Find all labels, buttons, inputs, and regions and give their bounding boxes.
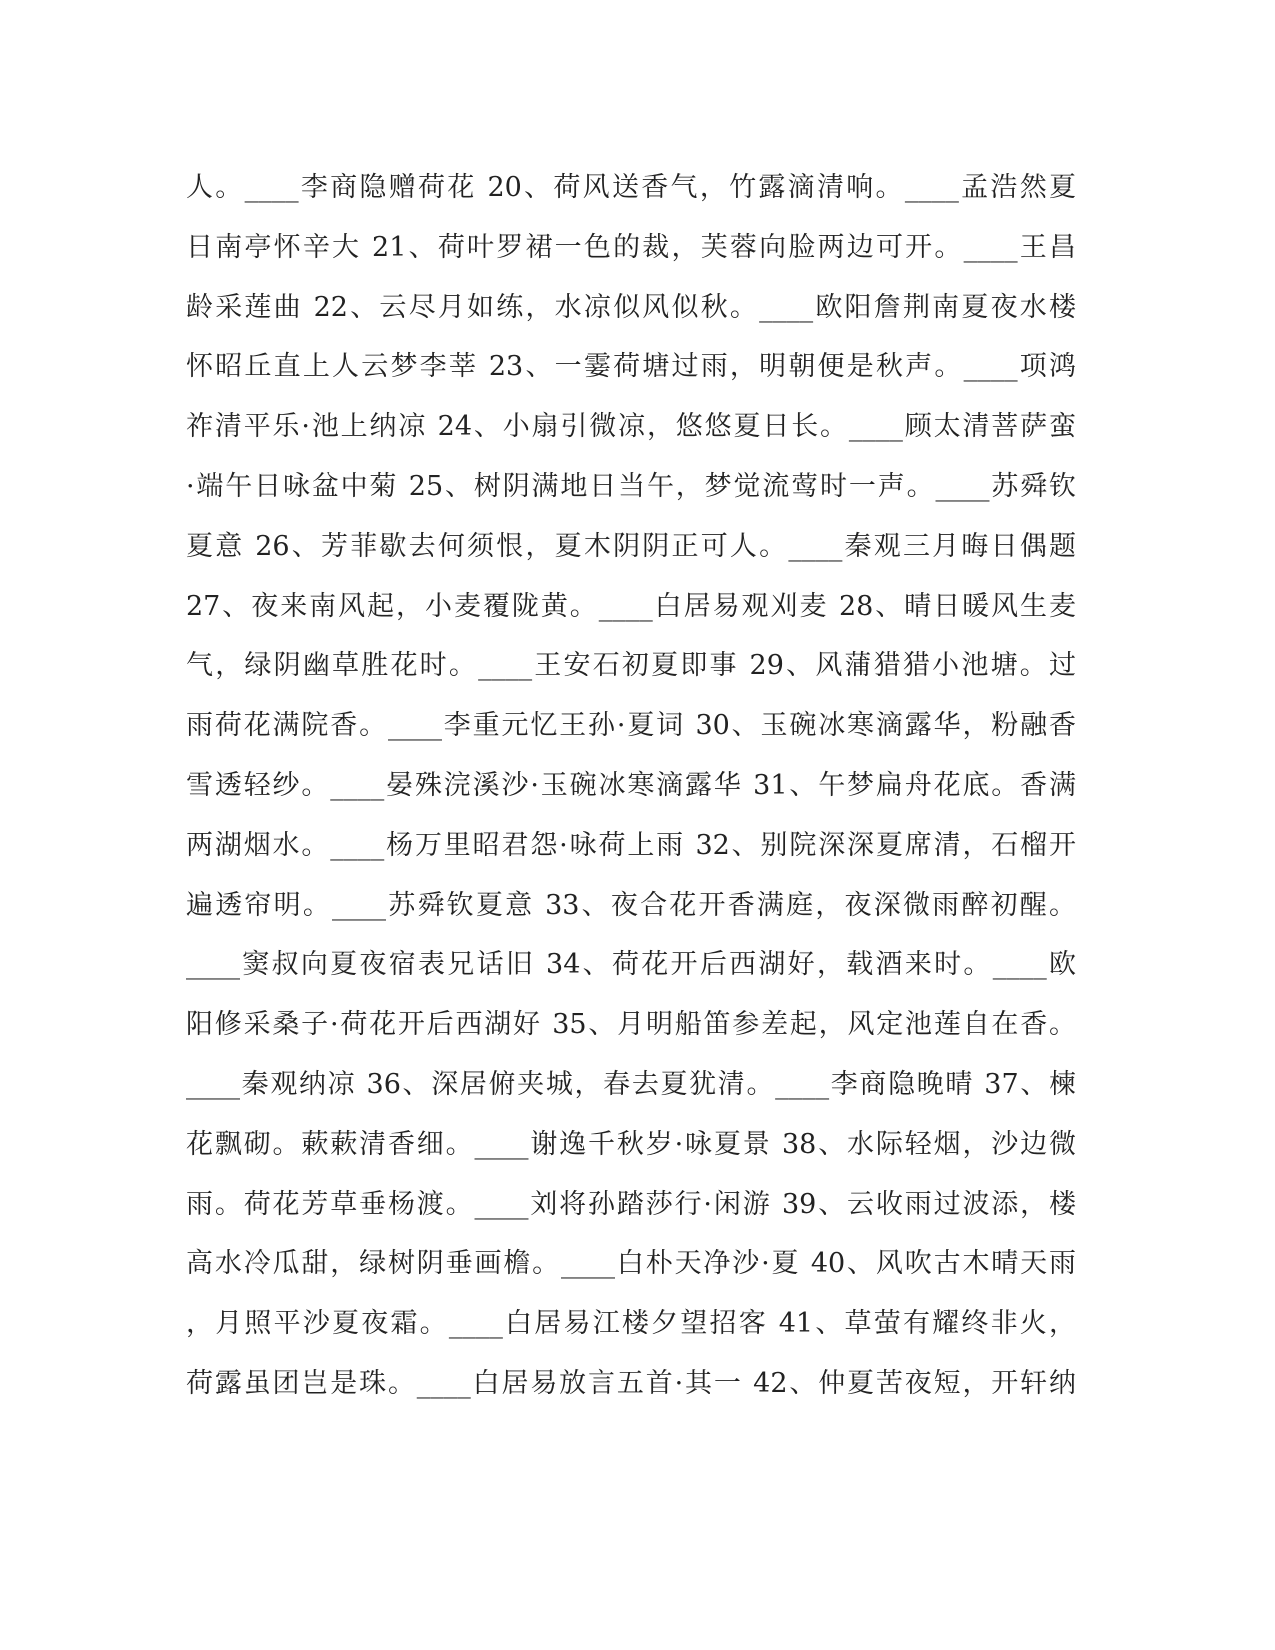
text-line: 雨荷花满院香。____李重元忆王孙·夏词 30、玉碗冰寒滴露华，粉融香 <box>186 710 1076 742</box>
text-line: 龄采莲曲 22、云尽月如练，水凉似风似秋。____欧阳詹荆南夏夜水楼 <box>186 291 1076 323</box>
text-line: 遍透帘明。____苏舜钦夏意 33、夜合花开香满庭，夜深微雨醉初醒。 <box>186 889 1076 921</box>
body-text <box>186 158 1076 1414</box>
text-line: 荷露虽团岂是珠。____白居易放言五首·其一 42、仲夏苦夜短，开轩纳 <box>186 1367 1076 1399</box>
text-line: 雨。荷花芳草垂杨渡。____刘将孙踏莎行·闲游 39、云收雨过波添，楼 <box>186 1188 1076 1220</box>
text-line: 夏意 26、芳菲歇去何须恨，夏木阴阴正可人。____秦观三月晦日偶题 <box>186 530 1076 562</box>
text-line: 两湖烟水。____杨万里昭君怨·咏荷上雨 32、别院深深夏席清，石榴开 <box>186 829 1076 861</box>
text-line: 气，绿阴幽草胜花时。____王安石初夏即事 29、风蒲猎猎小池塘。过 <box>186 650 1076 682</box>
text-line: ____窦叔向夏夜宿表兄话旧 34、荷花开后西湖好，载酒来时。____欧 <box>186 949 1076 981</box>
text-line: 花飘砌。蔌蔌清香细。____谢逸千秋岁·咏夏景 38、水际轻烟，沙边微 <box>186 1128 1076 1160</box>
text-line: 祚清平乐·池上纳凉 24、小扇引微凉，悠悠夏日长。____顾太清菩萨蛮 <box>186 411 1076 443</box>
text-line: 27、夜来南风起，小麦覆陇黄。____白居易观刈麦 28、晴日暖风生麦 <box>186 590 1076 622</box>
text-line: ·端午日咏盆中菊 25、树阴满地日当午，梦觉流莺时一声。____苏舜钦 <box>186 470 1076 502</box>
text-line: 高水冷瓜甜，绿树阴垂画檐。____白朴天净沙·夏 40、风吹古木晴天雨 <box>186 1248 1076 1280</box>
text-line: ，月照平沙夏夜霜。____白居易江楼夕望招客 41、草萤有耀终非火， <box>186 1308 1076 1340</box>
text-line: 雪透轻纱。____晏殊浣溪沙·玉碗冰寒滴露华 31、午梦扁舟花底。香满 <box>186 769 1076 801</box>
text-line: 日南亭怀辛大 21、荷叶罗裙一色的裁，芙蓉向脸两边可开。____王昌 <box>186 231 1076 263</box>
text-line: 人。____李商隐赠荷花 20、荷风送香气，竹露滴清响。____孟浩然夏 <box>186 172 1076 203</box>
text-line: 阳修采桑子·荷花开后西湖好 35、月明船笛参差起，风定池莲自在香。 <box>186 1009 1076 1041</box>
text-line: 怀昭丘直上人云梦李莘 23、一霎荷塘过雨，明朝便是秋声。____项鸿 <box>186 351 1076 383</box>
text-line: ____秦观纳凉 36、深居俯夹城，春去夏犹清。____李商隐晚晴 37、楝 <box>186 1068 1076 1100</box>
